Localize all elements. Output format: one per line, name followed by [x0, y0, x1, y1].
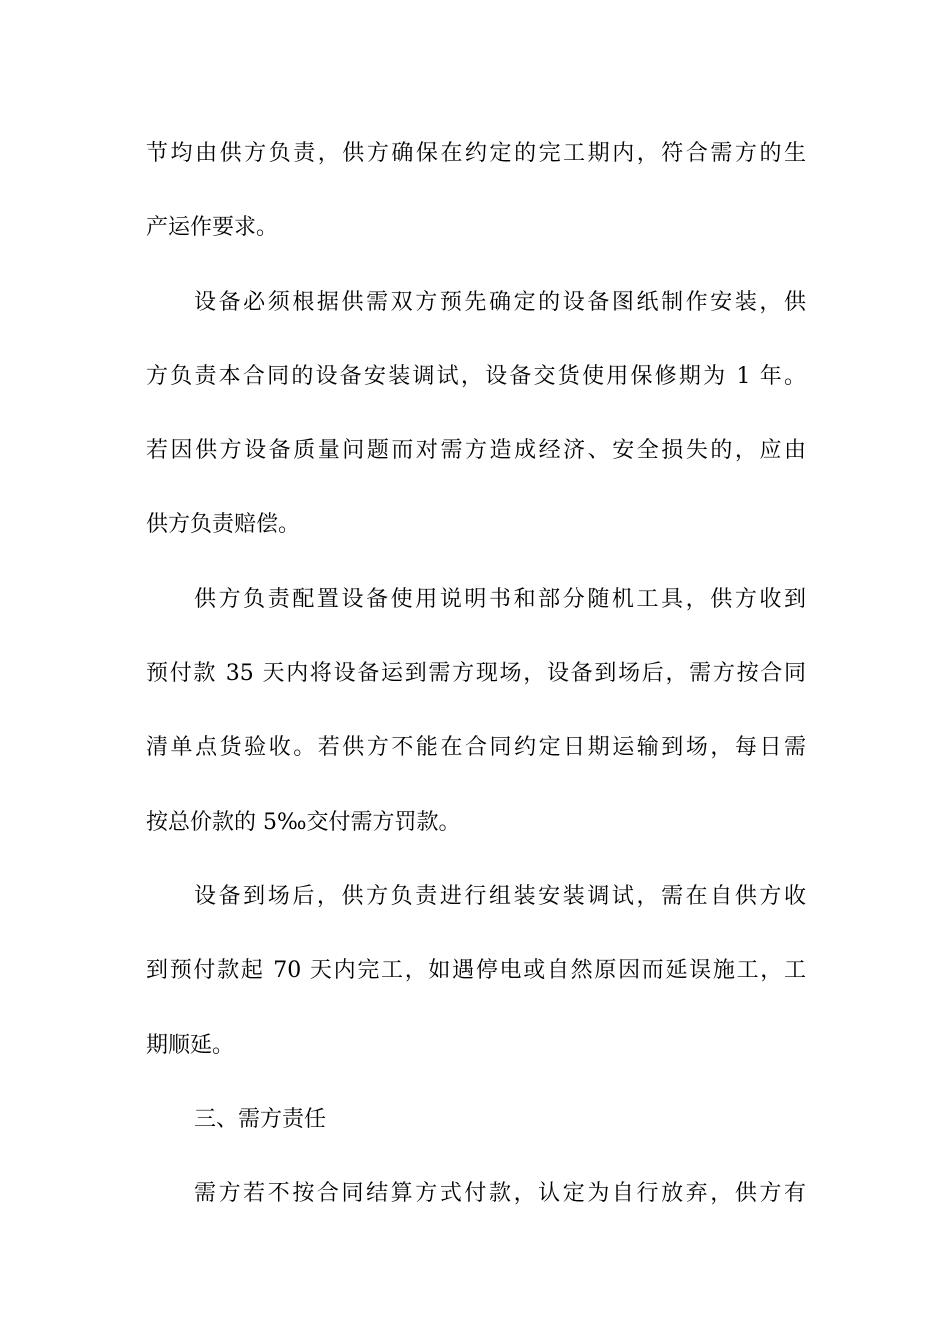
document-body: [146, 117, 806, 1231]
text-line: 清单点货验收。若供方不能在合同约定日期运输到场，每日需: [146, 735, 806, 761]
text-line: 若因供方设备质量问题而对需方造成经济、安全损失的，应由: [146, 438, 806, 464]
paragraph-start-line: 设备必须根据供需双方预先确定的设备图纸制作安装，供: [194, 289, 806, 315]
text-line: 期顺延。: [146, 1032, 235, 1058]
text-line: 供方负责赔偿。: [146, 512, 301, 538]
paragraph-start-line: 供方负责配置设备使用说明书和部分随机工具，供方收到: [194, 586, 806, 612]
paragraph-start-line: 设备到场后，供方负责进行组装安装调试，需在自供方收: [194, 883, 806, 909]
section-heading: 三、需方责任: [194, 1106, 327, 1132]
text-line: 方负责本合同的设备安装调试，设备交货使用保修期为 1 年。: [146, 363, 806, 389]
text-line: 节均由供方负责，供方确保在约定的完工期内，符合需方的生: [146, 141, 806, 166]
text-line: 预付款 35 天内将设备运到需方现场，设备到场后，需方按合同: [146, 661, 806, 687]
paragraph-start-line: 需方若不按合同结算方式付款，认定为自行放弃，供方有: [194, 1181, 806, 1207]
text-line: 到预付款起 70 天内完工，如遇停电或自然原因而延误施工，工: [146, 958, 806, 984]
text-line: 按总价款的 5‰交付需方罚款。: [146, 809, 461, 835]
text-line: 产运作要求。: [146, 215, 279, 241]
